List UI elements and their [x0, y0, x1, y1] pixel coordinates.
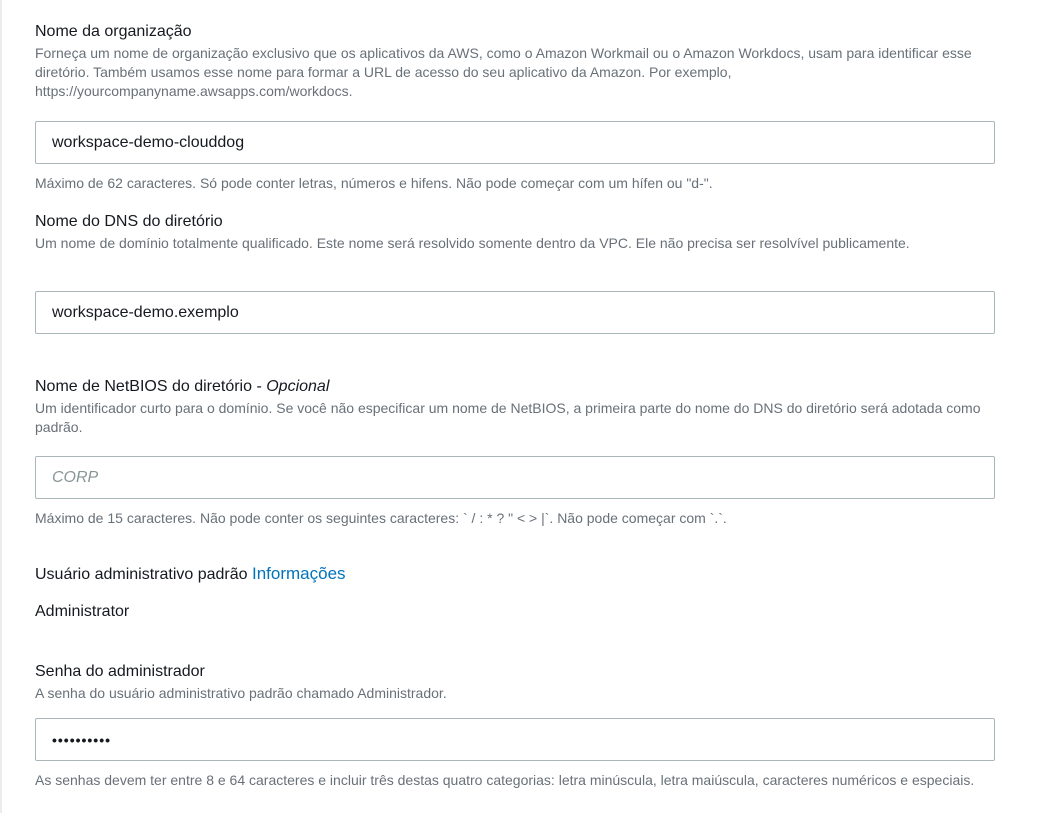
password-description: A senha do usuário administrativo padrão chamado Administrador.: [35, 685, 447, 701]
netbios-field: [35, 377, 995, 437]
admin-user-label-text: Usuário administrativo padrão: [35, 566, 252, 583]
organization-label: Nome da organização: [35, 23, 192, 40]
dns-field: [35, 212, 995, 253]
password-input[interactable]: [35, 718, 995, 761]
admin-user-value: Administrator: [35, 603, 130, 620]
netbios-constraint: Máximo de 15 caracteres. Não pode conter os seguintes caracteres: ` / : * ? " < > |`. Não pode começar com `.`.: [35, 510, 727, 526]
password-label: Senha do administrador: [35, 663, 205, 680]
organization-input[interactable]: [35, 121, 995, 164]
info-link[interactable]: Informações: [252, 564, 346, 583]
dns-label: Nome do DNS do diretório: [35, 213, 223, 230]
netbios-input[interactable]: [35, 456, 995, 499]
password-constraint: As senhas devem ter entre 8 e 64 caracteres e incluir três destas quatro categorias: letra minúscula, letra maiúscula, caracteres numéricos e especiais.: [35, 772, 975, 788]
dns-description: Um nome de domínio totalmente qualificado. Este nome será resolvido somente dentro da VPC. Ele não precisa ser resolvível publicamente.: [35, 235, 910, 251]
netbios-label-text: Nome de NetBIOS do diretório -: [35, 378, 267, 395]
password-field: [35, 662, 995, 703]
optional-tag: Opcional: [266, 378, 330, 395]
admin-user-field: [35, 564, 995, 585]
dns-input[interactable]: [35, 291, 995, 334]
admin-user-label: [35, 564, 995, 585]
organization-constraint: Máximo de 62 caracteres. Só pode conter letras, números e hifens. Não pode começar com um hífen ou "d-".: [35, 175, 713, 191]
organization-field: [35, 22, 995, 101]
panel-left-border: [0, 0, 2, 813]
netbios-description: Um identificador curto para o domínio. Se você não especificar um nome de NetBIOS, a primeira parte do nome do DNS do diretório será adotada como padrão.: [35, 400, 981, 435]
netbios-label: [35, 377, 995, 397]
organization-description: Forneça um nome de organização exclusivo que os aplicativos da AWS, como o Amazon Workmail ou o Amazon Workdocs, usam para identificar esse diretório. Também usamos esse nome para formar a URL de acesso do seu aplicativo da Amazon. Por exemplo, https://yourcompanyname.awsapps.com/workdocs.: [35, 45, 972, 99]
